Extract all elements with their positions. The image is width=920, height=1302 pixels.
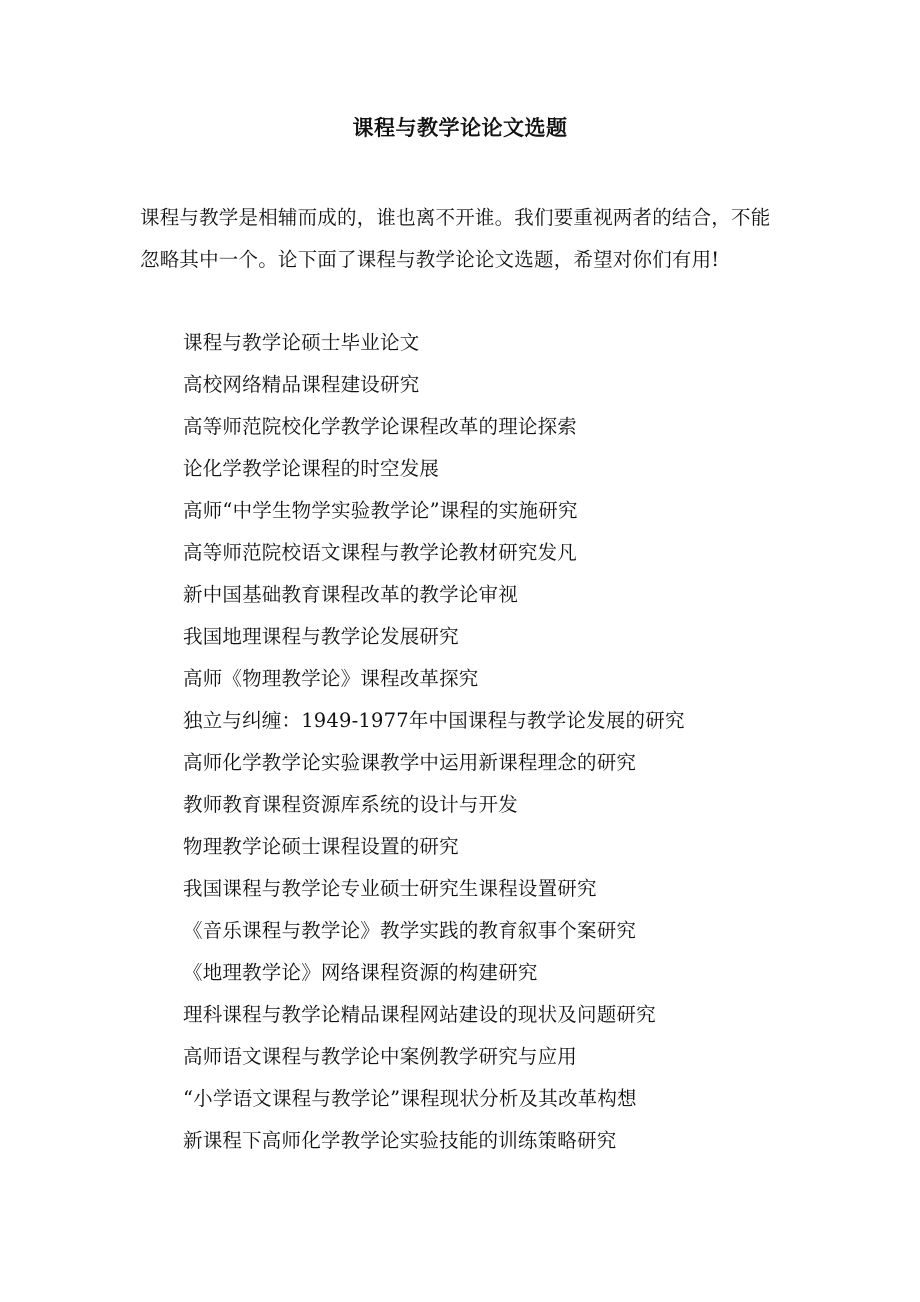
topic-item: 理科课程与教学论精品课程网站建设的现状及问题研究 xyxy=(183,1003,656,1026)
intro-paragraph: 课程与教学是相辅而成的，谁也离不开谁。我们要重视两者的结合，不能忽略其中一个。论下面了课程与教学论论文选题，希望对你们有用! xyxy=(140,206,771,271)
topic-item: 《音乐课程与教学论》教学实践的教育叙事个案研究 xyxy=(183,919,637,942)
topic-item: “小学语文课程与教学论”课程现状分析及其改革构想 xyxy=(183,1087,637,1110)
topic-item: 独立与纠缠：1949-1977年中国课程与教学论发展的研究 xyxy=(183,709,685,732)
topic-item: 物理教学论硕士课程设置的研究 xyxy=(183,835,459,858)
topic-item: 我国地理课程与教学论发展研究 xyxy=(183,625,459,648)
topic-item: 高等师范院校语文课程与教学论教材研究发凡 xyxy=(183,541,578,564)
topic-item: 课程与教学论硕士毕业论文 xyxy=(183,331,420,354)
topic-item: 我国课程与教学论专业硕士研究生课程设置研究 xyxy=(183,877,597,900)
document-title: 课程与教学论论文选题 xyxy=(352,115,568,140)
topic-item: 《地理教学论》网络课程资源的构建研究 xyxy=(183,961,538,984)
topic-item: 高师语文课程与教学论中案例教学研究与应用 xyxy=(183,1045,578,1068)
topic-item: 新课程下高师化学教学论实验技能的训练策略研究 xyxy=(183,1129,617,1152)
topic-item: 高校网络精品课程建设研究 xyxy=(183,373,420,396)
topic-item: 新中国基础教育课程改革的教学论审视 xyxy=(183,583,518,606)
topic-item: 高师“中学生物学实验教学论”课程的实施研究 xyxy=(183,499,578,522)
topic-item: 教师教育课程资源库系统的设计与开发 xyxy=(183,793,518,816)
topic-item: 高师化学教学论实验课教学中运用新课程理念的研究 xyxy=(183,751,637,774)
topic-item: 论化学教学论课程的时空发展 xyxy=(183,457,440,480)
topic-item: 高师《物理教学论》课程改革探究 xyxy=(183,667,479,690)
topic-item: 高等师范院校化学教学论课程改革的理论探索 xyxy=(183,415,578,438)
topic-list xyxy=(183,322,803,1162)
